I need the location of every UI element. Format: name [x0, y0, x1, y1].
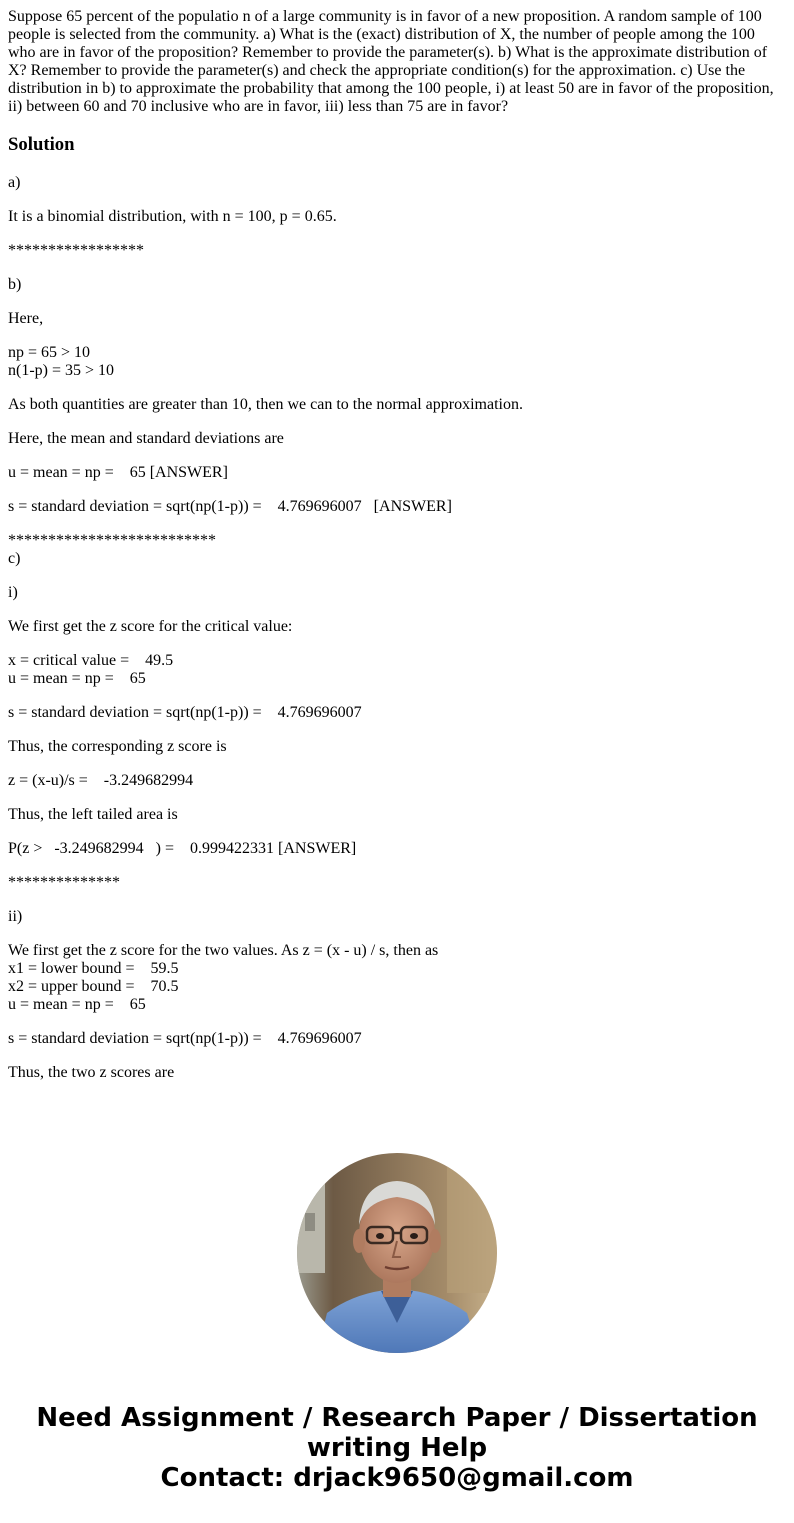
- avatar: [297, 1153, 497, 1353]
- mean-answer: u = mean = np = 65 [ANSWER]: [8, 464, 228, 481]
- separator: *****************: [8, 242, 144, 259]
- sd-line: s = standard deviation = sqrt(np(1-p)) = 4.769696007: [8, 1030, 362, 1047]
- probability-answer: P(z > -3.249682994 ) = 0.999422331 [ANSWER]: [8, 840, 357, 857]
- two-value-block: [8, 942, 786, 1014]
- promo-line-1: Need Assignment / Research Paper / Dissertation: [36, 1403, 758, 1433]
- x1-lower: x1 = lower bound = 59.5: [8, 960, 179, 977]
- z-intro: Thus, the corresponding z score is: [8, 738, 227, 755]
- part-c-label: c): [8, 550, 21, 567]
- part-b-label: b): [8, 276, 22, 293]
- solution-heading: Solution: [8, 134, 75, 155]
- nq-check: n(1-p) = 35 > 10: [8, 362, 115, 379]
- avatar-photo: [297, 1153, 497, 1353]
- x2-upper: x2 = upper bound = 70.5: [8, 978, 179, 995]
- sd-answer: s = standard deviation = sqrt(np(1-p)) = 4.769696007 [ANSWER]: [8, 498, 452, 515]
- separator: **************: [8, 874, 120, 891]
- separator: **************************: [8, 532, 216, 549]
- sd-line: s = standard deviation = sqrt(np(1-p)) = 4.769696007: [8, 704, 362, 721]
- approximation-conclusion: As both quantities are greater than 10, then we can to the normal approximation.: [8, 396, 523, 413]
- part-c-ii-intro: We first get the z score for the two values. As z = (x - u) / s, then as: [8, 942, 439, 959]
- u-mean: u = mean = np = 65: [8, 996, 146, 1013]
- condition-checks: [8, 344, 786, 380]
- x-critical: x = critical value = 49.5: [8, 652, 174, 669]
- mean-sd-intro: Here, the mean and standard deviations are: [8, 430, 284, 447]
- part-b-here: Here,: [8, 310, 44, 327]
- part-c-i-intro: We first get the z score for the critical value:: [8, 618, 293, 635]
- critical-value-block: [8, 652, 786, 688]
- promo-line-2: writing Help: [306, 1433, 488, 1463]
- area-intro: Thus, the left tailed area is: [8, 806, 178, 823]
- np-check: np = 65 > 10: [8, 344, 91, 361]
- z-score: z = (x-u)/s = -3.249682994: [8, 772, 194, 789]
- part-c-ii-label: ii): [8, 908, 23, 925]
- promo-section: [0, 1123, 794, 1523]
- two-z-intro: Thus, the two z scores are: [8, 1064, 175, 1081]
- u-mean: u = mean = np = 65: [8, 670, 146, 687]
- promo-contact: Contact: drjack9650@gmail.com: [160, 1463, 634, 1493]
- question-text: Suppose 65 percent of the populatio n of a large community is in favor of a new proposition. A random sample of 100 people is selected from the community. a) What is the (exact) distribution of X, the number of people among the 100 who are in favor of the proposition? Remember to provide the parameter(s). b) What is the approximate distribution of X? Remember to provide the parameter(s) and check the appropriate condition(s) for the approximation. c) Use the distribution in b) to approximate the probability that among the 100 people, i) at least 50 are in favor of the proposition, ii) between 60 and 70 inclusive who are in favor, iii) less than 75 are in favor?: [8, 8, 774, 115]
- part-a-answer: It is a binomial distribution, with n = 100, p = 0.65.: [8, 208, 337, 225]
- part-c-i-label: i): [8, 584, 18, 601]
- promo-text: [0, 1403, 794, 1493]
- part-a-label: a): [8, 174, 21, 191]
